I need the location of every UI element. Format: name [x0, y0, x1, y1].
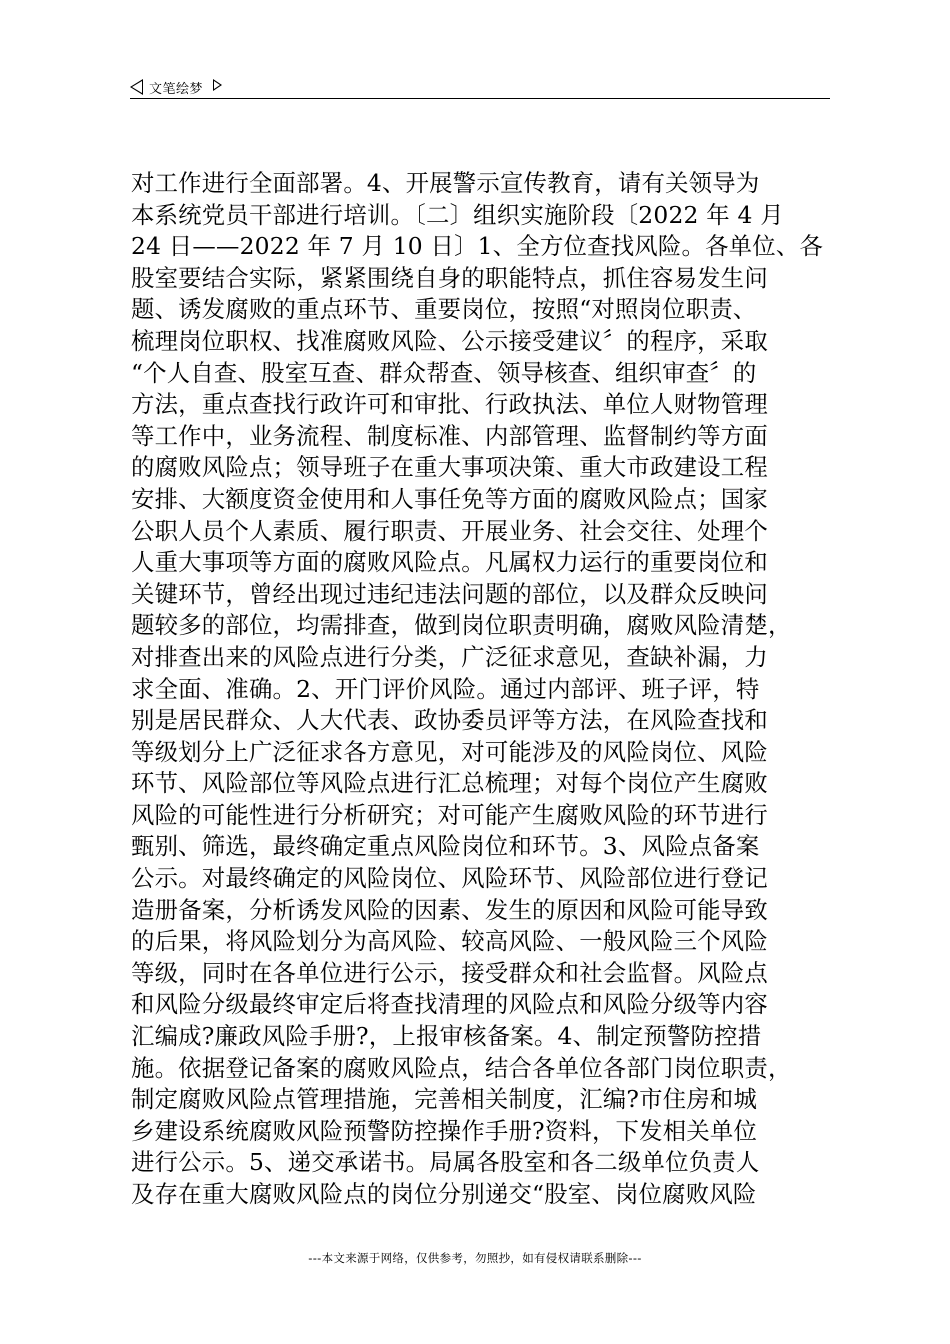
body-line: 别是居民群众、人大代表、政协委员评等方法，在风险查找和 [131, 706, 768, 735]
header-title: 文笔绘梦 [149, 81, 204, 97]
body-line: 关键环节，曾经出现过违纪违法问题的部位，以及群众反映问 [131, 579, 768, 608]
body-line: 及存在重大腐败风险点的岗位分别递交“股室、岗位腐败风险 [131, 1180, 757, 1208]
body-line: 公职人员个人素质、履行职责、开展业务、社会交往、处理个 [131, 516, 768, 545]
body-line: 公示。对最终确定的风险岗位、风险环节、风险部位进行登记 [131, 864, 768, 893]
body-line: 进行公示。5、递交承诺书。局属各股室和各二级单位负责人 [131, 1148, 760, 1177]
body-line: 24 日——2022 年 7 月 10 日〕1、全方位查找风险。各单位、各 [131, 232, 824, 261]
body-line: 汇编成?廉政风险手册?，上报审核备案。4、制定预警防控措 [131, 1022, 762, 1051]
body-line: 等工作中，业务流程、制度标准、内部管理、监督制约等方面 [131, 421, 768, 450]
body-line: 等级划分上广泛征求各方意见，对可能涉及的风险岗位、风险 [131, 737, 768, 766]
body-line: 风险的可能性进行分析研究；对可能产生腐败风险的环节进行 [131, 800, 768, 829]
body-line: 求全面、准确。2、开门评价风险。通过内部评、班子评，特 [131, 674, 760, 703]
body-line: 对工作进行全面部署。4、开展警示宣传教育，请有关领导为 [131, 169, 760, 197]
body-line: 和风险分级最终审定后将查找清理的风险点和风险分级等内容 [131, 990, 768, 1019]
page-footer-disclaimer: ---本文来源于网络，仅供参考，勿照抄，如有侵权请联系删除--- [308, 1251, 642, 1265]
body-line: 施。依据登记备案的腐败风险点，结合各单位各部门岗位职责， [131, 1053, 792, 1082]
body-line: 梳理岗位职权、找准腐败风险、公示接受建议〞的程序，采取 [131, 326, 768, 355]
body-line: “个人自查、股室互查、群众帮查、领导核查、组织审查〞的 [131, 358, 757, 387]
body-line: 对排查出来的风险点进行分类，广泛征求意见，查缺补漏，力 [131, 642, 768, 671]
body-line: 题、诱发腐败的重点环节、重要岗位，按照“对照岗位职责、 [131, 295, 757, 324]
body-line: 题较多的部位，均需排查，做到岗位职责明确，腐败风险清楚， [131, 611, 792, 640]
document-body [131, 168, 831, 1211]
body-line: 的后果，将风险划分为高风险、较高风险、一般风险三个风险 [131, 927, 768, 956]
body-line: 制定腐败风险点管理措施，完善相关制度，汇编?市住房和城 [131, 1085, 758, 1114]
body-line: 的腐败风险点；领导班子在重大事项决策、重大市政建设工程 [131, 453, 768, 482]
body-line: 股室要结合实际，紧紧围绕自身的职能特点，抓住容易发生问 [131, 263, 768, 292]
body-line: 方法，重点查找行政许可和审批、行政执法、单位人财物管理 [131, 390, 768, 419]
body-line: 安排、大额度资金使用和人事任免等方面的腐败风险点；国家 [131, 484, 768, 513]
left-triangle-icon [130, 79, 143, 95]
body-line: 造册备案，分析诱发风险的因素、发生的原因和风险可能导致 [131, 895, 768, 924]
body-line: 乡建设系统腐败风险预警防控操作手册?资料，下发相关单位 [131, 1116, 758, 1145]
right-triangle-icon [213, 79, 222, 91]
body-line: 人重大事项等方面的腐败风险点。凡属权力运行的重要岗位和 [131, 548, 768, 577]
header-divider [130, 98, 830, 99]
page-header [130, 76, 830, 98]
body-line: 等级，同时在各单位进行公示，接受群众和社会监督。风险点 [131, 958, 768, 987]
body-line: 环节、风险部位等风险点进行汇总梳理；对每个岗位产生腐败 [131, 769, 768, 798]
body-line: 本系统党员干部进行培训。〔二〕组织实施阶段〔2022 年 4 月 [131, 200, 784, 229]
body-line: 甄别、筛选，最终确定重点风险岗位和环节。3、风险点备案 [131, 832, 760, 861]
